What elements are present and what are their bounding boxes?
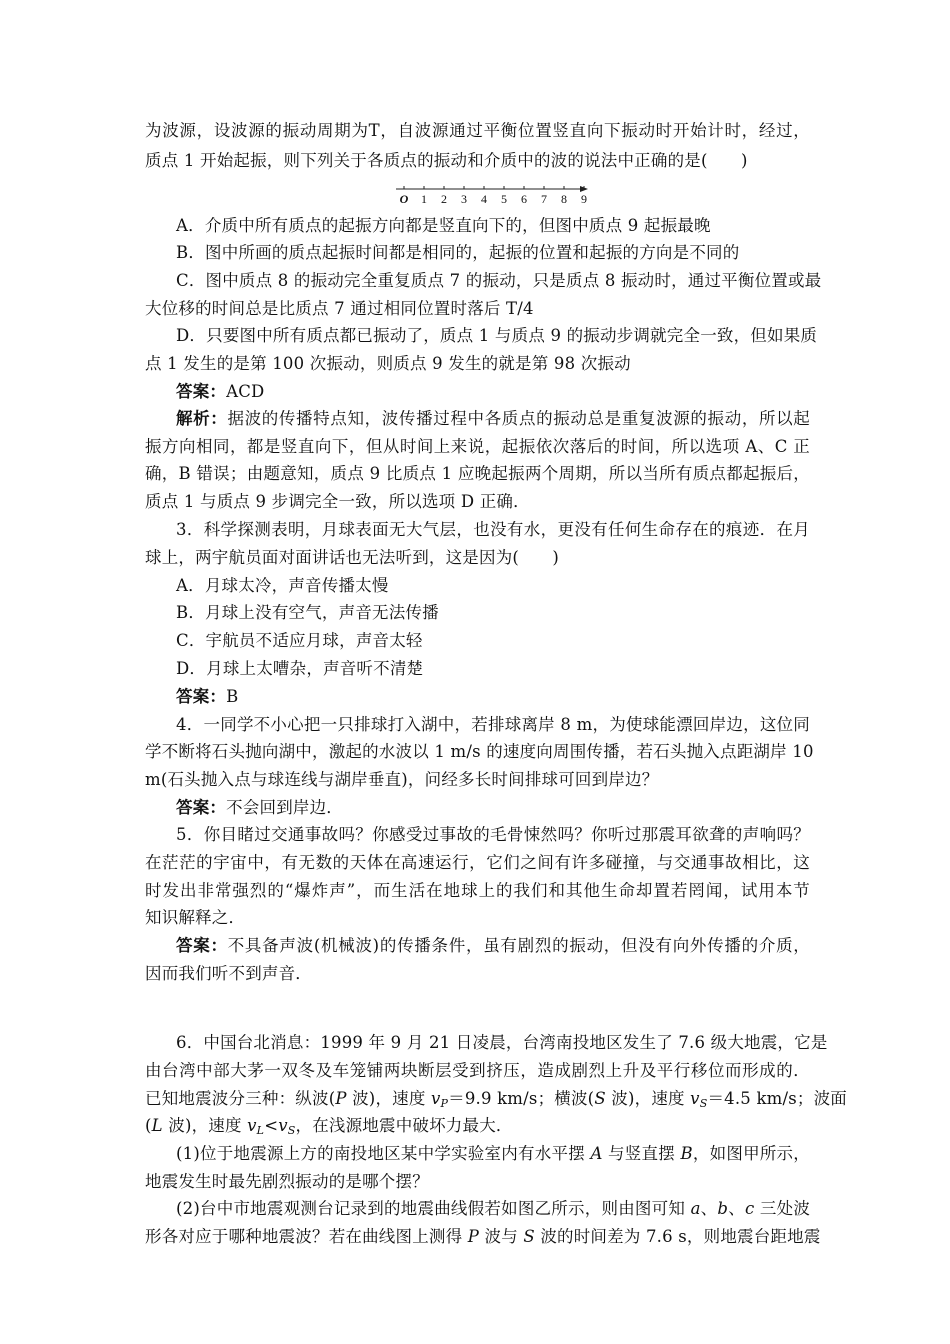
- q3-option-d: D．月球上太嘈杂，声音听不清楚: [176, 659, 424, 678]
- q6-part1-line-2: 地震发生时最先剧烈振动的是哪个摆？: [145, 1172, 429, 1191]
- q3-stem-line-1: 3．科学探测表明，月球表面无大气层，也没有水，更没有任何生命存在的痕迹．在月: [176, 520, 810, 539]
- analysis-text: 据波的传播特点知，波传播过程中各质点的振动总是重复波源的振动，所以起: [227, 409, 810, 428]
- axis-tick-label: 5: [501, 192, 507, 206]
- symbol-p: P: [335, 1089, 347, 1108]
- text-run: 波)，速度: [346, 1089, 431, 1108]
- answer-value: 不会回到岸边．: [226, 798, 344, 817]
- axis-origin-label: O: [399, 192, 409, 206]
- analysis-label: 解析：: [176, 409, 228, 428]
- answer-label: 答案：: [176, 382, 227, 401]
- q2-option-c-line-1: C．图中质点 8 的振动完全重复质点 7 的振动，只是质点 8 振动时，通过平衡位置或最: [176, 271, 822, 290]
- text-run: 波与: [479, 1227, 524, 1246]
- q6-stem-line-3: [145, 1085, 848, 1113]
- axis-tick-label: 4: [481, 192, 487, 206]
- q6-part1-line-1: [176, 1140, 810, 1168]
- symbol-s: S: [594, 1089, 606, 1108]
- axis-tick-label: 2: [441, 192, 447, 206]
- q5-answer-line-1: [176, 932, 810, 960]
- q2-analysis-line-3: 确，B 错误；由题意知，质点 9 比质点 1 应晚起振两个周期，所以当所有质点都起振后，: [145, 464, 810, 483]
- text-run: (2)台中市地震观测台记录到的地震曲线假若如图乙所示，则由图可知: [176, 1199, 691, 1218]
- q2-option-d-line-1: D．只要图中所有质点都已振动了，质点 1 与质点 9 的振动步调就完全一致，但如果质: [176, 326, 818, 345]
- symbol-s: S: [523, 1227, 535, 1246]
- q6-part2-line-1: [176, 1195, 810, 1223]
- answer-label: 答案：: [176, 687, 227, 706]
- q5-stem-line-2: 在茫茫的宇宙中，有无数的天体在高速运行，它们之间有许多碰撞，与交通事故相比，这: [145, 853, 810, 872]
- text-run: 已知地震波分三种：纵波(: [145, 1089, 336, 1108]
- q2-stem-line-2: 质点 1 开始起振，则下列关于各质点的振动和介质中的波的说法中正确的是( ): [145, 151, 748, 170]
- q5-stem-line-3: 时发出非常强烈的“爆炸声”，而生活在地球上的我们和其他生命却置若罔闻，试用本节: [145, 881, 810, 900]
- q3-option-c: C．宇航员不适应月球，声音太轻: [176, 631, 423, 650]
- q6-stem-line-2: 由台湾中部大茅一双冬及车笼铺两块断层受到挤压，造成剧烈上升及平行移位而形成的．: [145, 1061, 810, 1080]
- q4-stem-line-1: 4．一同学不小心把一只排球打入湖中，若排球离岸 8 m，为使球能漂回岸边，这位同: [176, 715, 810, 734]
- text-run: 波)，速度: [162, 1116, 248, 1135]
- text-run: 三处波: [754, 1199, 811, 1218]
- q4-stem-line-3: m(石头抛入点与球连线与湖岸垂直)，问经多长时间排球可回到岸边？: [145, 770, 659, 789]
- q5-answer-line-2: 因而我们听不到声音．: [145, 964, 312, 983]
- q6-part2-line-2: [145, 1223, 821, 1251]
- text-run: (1)位于地震源上方的南投地区某中学实验室内有水平摆: [176, 1144, 591, 1163]
- symbol-b: B: [680, 1144, 693, 1163]
- text-run: <: [264, 1116, 279, 1135]
- subscript-p: P: [440, 1097, 449, 1110]
- q3-stem-line-2: 球上，两宇航员面对面讲话也无法听到，这是因为( ): [145, 548, 560, 567]
- q2-option-c-line-2: 大位移的时间总是比质点 7 通过相同位置时落后 T/4: [145, 299, 534, 318]
- q6-stem-line-1: 6．中国台北消息：1999 年 9 月 21 日凌晨，台湾南投地区发生了 7.6 级大地震，它是: [176, 1033, 828, 1052]
- symbol-c: c: [744, 1199, 755, 1218]
- q4-stem-line-2: 学不断将石头抛向湖中，激起的水波以 1 m/s 的速度向周围传播，若石头抛入点距湖岸 10: [145, 742, 814, 761]
- q2-option-b: B．图中所画的质点起振时间都是相同的，起振的位置和起振的方向是不同的: [176, 243, 740, 262]
- text-run: ＝4.5 km/s；波面: [707, 1089, 848, 1108]
- text-run: 、: [700, 1199, 718, 1218]
- q2-analysis-line-2: 振方向相同，都是竖直向下，但从时间上来说，起振依次落后的时间，所以选项 A、C 正: [145, 437, 810, 456]
- q2-stem-line-1: 为波源，设波源的振动周期为T，自波源通过平衡位置竖直向下振动时开始计时，经过，: [145, 121, 810, 140]
- q3-option-a: A．月球太冷，声音传播太慢: [176, 576, 389, 595]
- symbol-a: A: [590, 1144, 603, 1163]
- symbol-p: P: [467, 1227, 480, 1246]
- text-run: 、: [728, 1199, 745, 1218]
- q3-answer: [176, 683, 810, 711]
- subscript-s: S: [287, 1124, 296, 1137]
- symbol-b: b: [717, 1199, 729, 1218]
- q3-option-b: B．月球上没有空气，声音无法传播: [176, 603, 439, 622]
- symbol-v: v: [247, 1116, 257, 1135]
- q2-option-a: A．介质中所有质点的起振方向都是竖直向下的，但图中质点 9 起振最晚: [176, 216, 711, 235]
- q2-analysis-line-4: 质点 1 与质点 9 步调完全一致，所以选项 D 正确．: [145, 492, 530, 511]
- subscript-s: S: [699, 1097, 708, 1110]
- axis-tick-label: 8: [561, 192, 567, 206]
- text-run: ，如图甲所示，: [692, 1144, 810, 1163]
- particle-axis-figure: [392, 183, 592, 209]
- answer-value: B: [226, 687, 239, 706]
- answer-label: 答案：: [176, 936, 228, 955]
- answer-value: 不具备声波(机械波)的传播条件，虽有剧烈的振动，但没有向外传播的介质，: [227, 936, 810, 955]
- q2-option-d-line-2: 点 1 发生的是第 100 次振动，则质点 9 发生的就是第 98 次振动: [145, 354, 631, 373]
- axis-labels: [400, 192, 587, 206]
- q6-stem-line-4: [145, 1112, 810, 1140]
- q2-answer: [176, 378, 810, 406]
- q5-stem-line-1: 5．你目睹过交通事故吗？你感受过事故的毛骨悚然吗？你听过那震耳欲聋的声响吗？: [176, 825, 810, 844]
- symbol-a: a: [690, 1199, 701, 1218]
- axis-tick-label: 6: [521, 192, 527, 206]
- axis-tick-label: 9: [581, 192, 587, 206]
- q2-analysis-line-1: [176, 405, 810, 433]
- q4-answer: [176, 794, 810, 822]
- answer-label: 答案：: [176, 798, 227, 817]
- text-run: ，在浅源地震中破坏力最大．: [295, 1116, 513, 1135]
- text-run: 形各对应于哪种地震波？若在曲线图上测得: [145, 1227, 468, 1246]
- symbol-v: v: [690, 1089, 700, 1108]
- axis-tick-label: 1: [421, 192, 427, 206]
- text-run: ＝9.9 km/s；横波(: [448, 1089, 595, 1108]
- text-run: 波)，速度: [605, 1089, 691, 1108]
- answer-value: ACD: [226, 382, 265, 401]
- axis-tick-label: 3: [461, 192, 467, 206]
- q5-stem-line-4: 知识解释之．: [145, 908, 246, 927]
- symbol-v: v: [430, 1089, 441, 1108]
- text-run: (: [145, 1116, 152, 1135]
- symbol-l: L: [151, 1116, 163, 1135]
- subscript-l: L: [256, 1124, 265, 1137]
- text-run: 波的时间差为 7.6 s，则地震台距地震: [534, 1227, 821, 1246]
- symbol-v: v: [278, 1116, 288, 1135]
- axis-tick-label: 7: [541, 192, 547, 206]
- text-run: 与竖直摆: [602, 1144, 681, 1163]
